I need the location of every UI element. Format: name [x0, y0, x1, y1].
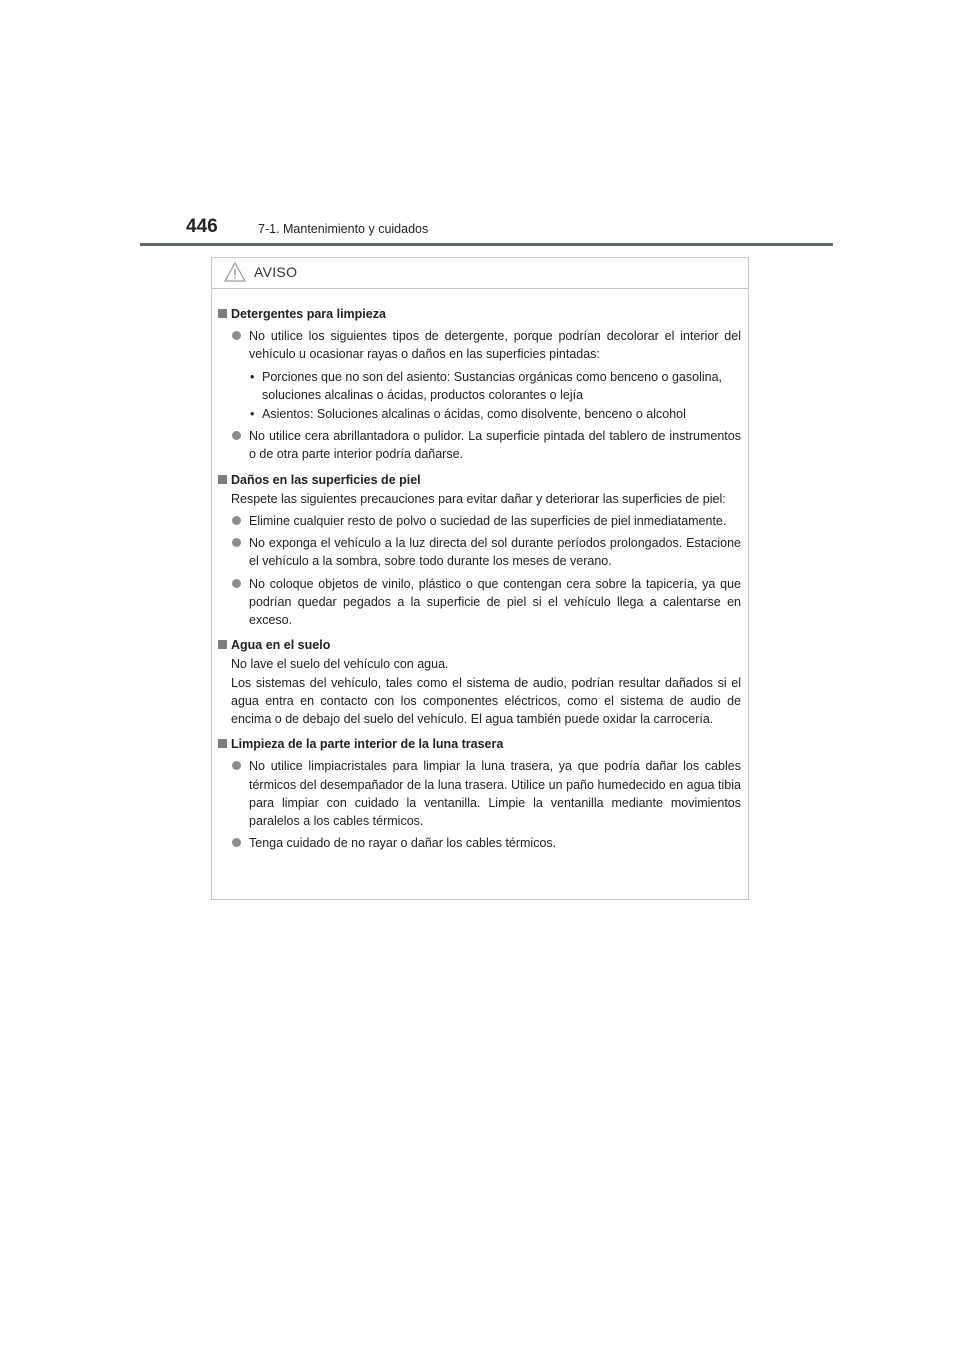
- warning-notice-box: [211, 257, 749, 900]
- header-rule: [140, 243, 833, 246]
- list-item: [218, 327, 741, 363]
- list-item: [218, 757, 741, 830]
- subheading-detergents: Detergentes para limpieza: [218, 305, 741, 323]
- notice-title: AVISO: [254, 264, 298, 280]
- list-item: [218, 534, 741, 570]
- bullet-dot-icon: [232, 838, 241, 847]
- bullet-dot-icon: [232, 516, 241, 525]
- bullet-dot-icon: [232, 538, 241, 547]
- bullet-dot-icon: [232, 331, 241, 340]
- subheading-rear-window: Limpieza de la parte interior de la luna trasera: [218, 735, 741, 753]
- list-item: [218, 427, 741, 463]
- sub-list-item: [218, 368, 741, 404]
- intro-text: No lave el suelo del vehículo con agua.: [231, 657, 449, 672]
- sub-bullet-mark: •: [250, 407, 255, 422]
- bullet-dot-icon: [232, 431, 241, 440]
- subheading-leather: Daños en las superficies de piel: [218, 471, 741, 489]
- sub-bullet-mark: •: [250, 369, 255, 384]
- sub-bullet-text: Asientos: Soluciones alcalinas o ácidas, como disolvente, benceno o alcohol: [262, 407, 686, 422]
- section-title: 7-1. Mantenimiento y cuidados: [258, 222, 429, 236]
- bullet-text: Elimine cualquier resto de polvo o suciedad de las superficies de piel inmediatamente.: [249, 514, 727, 529]
- bullet-text: No utilice los siguientes tipos de detergente, porque podrían decolorar el interior del vehículo u ocasionar rayas o daños en las superficies pintadas:: [249, 329, 741, 362]
- body-text: Los sistemas del vehículo, tales como el sistema de audio, podrían resultar dañados si el agua entra en contacto con los componentes eléctricos, como el sistema de audio de encima o de debajo del suelo del vehículo. El agua también puede oxidar la carrocería.: [231, 675, 741, 727]
- bullet-text: No utilice limpiacristales para limpiar la luna trasera, ya que podría dañar los cables térmicos del desempañador de la luna trasera. Utilice un paño humedecido en agua tibia para limpiar con cuidado la ventanilla. Limpie la ventanilla mediante movimientos paralelos a los cables térmicos.: [249, 759, 741, 829]
- bullet-text: No exponga el vehículo a la luz directa del sol durante períodos prolongados. Estacione el vehículo a la sombra, sobre todo durante los meses de verano.: [249, 536, 741, 569]
- bullet-text: No coloque objetos de vinilo, plástico o que contengan cera sobre la tapicería, ya que podrían quedar pegados a la superficie de piel si el vehículo llega a calentarse en exceso.: [249, 576, 741, 628]
- sub-bullet-text: Porciones que no son del asiento: Sustancias orgánicas como benceno o gasolina, soluciones alcalinas o ácidas, productos colorantes o lejía: [262, 369, 723, 402]
- page-number: 446: [186, 216, 218, 237]
- list-item: [218, 512, 741, 530]
- notice-body: [212, 289, 748, 852]
- warning-triangle-icon: [224, 262, 246, 282]
- sub-list-item: [218, 405, 741, 423]
- intro-text: Respete las siguientes precauciones para evitar dañar y deteriorar las superficies de piel:: [231, 491, 726, 506]
- list-item: [218, 834, 741, 852]
- bullet-text: Tenga cuidado de no rayar o dañar los cables térmicos.: [249, 836, 557, 851]
- bullet-text: No utilice cera abrillantadora o pulidor. La superficie pintada del tablero de instrumentos o de otra parte interior podría dañarse.: [249, 429, 741, 462]
- bullet-dot-icon: [232, 761, 241, 770]
- list-item: [218, 575, 741, 630]
- notice-header: [212, 258, 748, 289]
- subheading-floor-water: Agua en el suelo: [218, 636, 741, 654]
- bullet-dot-icon: [232, 579, 241, 588]
